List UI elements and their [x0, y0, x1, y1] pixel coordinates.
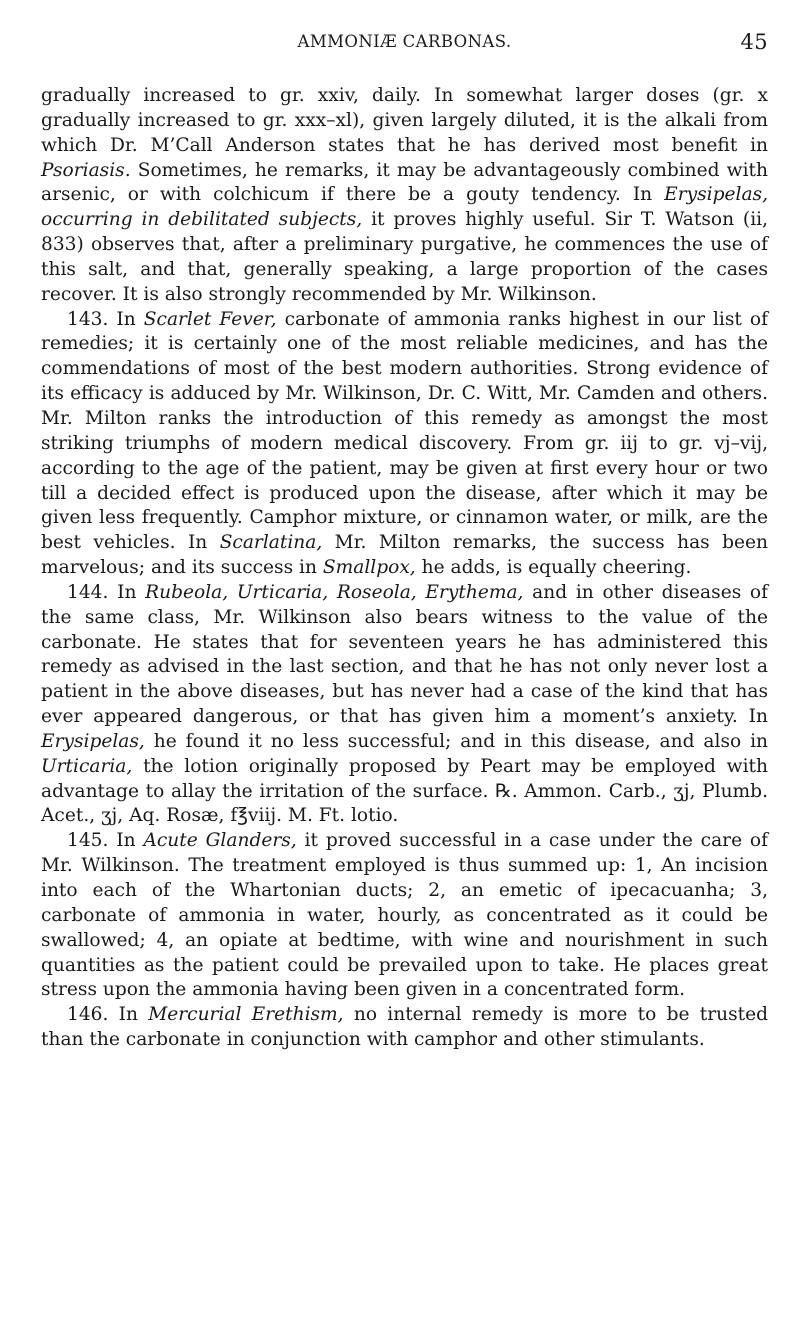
italic-run: Rubeola, Urticaria, Roseola, Erythema,	[145, 581, 524, 603]
text-run: Mr. Milton remarks, the success has been marvelous; and its success in	[41, 532, 769, 579]
text-run: carbonate of ammonia ranks highest in our list of remedies; it is certainly one of the most reliable medicines, and has the commendations of most of the best modern authorities. Strong evidence of its efficacy is adduced by Mr. Wilkinson, Dr. C. Witt, Mr. Camden and others. Mr. Milton ranks the introduction of this remedy as amongst the most striking triumphs of modern medical discovery. From gr. iij to gr. vj–vij, according to the age of the patient, may be given at first every hour or two till a decided effect is produced upon the disease, after which it may be given less frequently. Camphor mixture, or cinnamon water, or milk, are the best vehicles. In	[41, 308, 769, 554]
italic-run: Erysipelas, occurring in debilitated subjects,	[41, 184, 768, 231]
text-run: it proved successful in a case under the care of Mr. Wilkinson. The treatment employed is thus summed up: 1, An incision into each of the Whartonian ducts; 2, an emetic of ipecacuanha; 3, carbonate of ammonia in water, hourly, as concentrated as it could be swallowed; 4, an opiate at bedtime, with wine and nourishment in such quantities as the patient could be prevailed upon to take. He places great stress upon the ammonia having been given in a concentrated form.	[41, 830, 769, 1001]
paragraph-145	[41, 829, 768, 1003]
text-run: 144. In	[67, 581, 146, 603]
text-run: 146. In	[67, 1004, 149, 1026]
book-page	[41, 30, 768, 1053]
text-run: he adds, is equally cheering.	[415, 557, 692, 579]
italic-run: Mercurial Erethism,	[148, 1004, 344, 1026]
italic-run: Smallpox,	[322, 557, 416, 579]
paragraph-144	[41, 581, 768, 829]
text-run: the lotion originally proposed by Peart may be employed with advantage to allay the irritation of the surface. ℞. Ammon. Carb., ʒj, Plumb. Acet., ʒj, Aq. Rosæ, f℥viij. M. Ft. lotio.	[41, 755, 768, 827]
text-run: 143. In	[67, 308, 144, 330]
text-run: . Sometimes, he remarks, it may be advantageously combined with arsenic, or with colchicum if there be a gouty tendency. In	[41, 159, 768, 206]
italic-run: Scarlet Fever,	[143, 308, 277, 330]
italic-run: Psoriasis	[41, 159, 125, 181]
italic-run: Acute Glanders,	[143, 830, 297, 852]
body-text	[41, 84, 768, 1053]
running-head	[41, 30, 768, 60]
text-run: 145. In	[67, 830, 144, 852]
text-run: no internal remedy is more to be trusted than the carbonate in conjunction with camphor and other stimulants.	[41, 1004, 769, 1051]
text-run: it proves highly useful. Sir T. Watson (ii, 833) observes that, after a preliminary purgative, he commences the use of this salt, and that, generally speaking, a large proportion of the cases recover. It is also strongly recommended by Mr. Wilkinson.	[41, 209, 768, 305]
page-number: 45	[740, 30, 768, 54]
text-run: he found it no less successful; and in this disease, and also in	[144, 730, 768, 752]
italic-run: Erysipelas,	[41, 730, 145, 752]
text-run: gradually increased to gr. xxiv, daily. In somewhat larger doses (gr. x gradually increased to gr. xxx–xl), given largely diluted, it is the alkali from which Dr. M’Call Anderson states that he has derived most benefit in	[41, 85, 768, 156]
italic-run: Scarlatina,	[219, 532, 323, 554]
text-run: and in other diseases of the same class, Mr. Wilkinson also bears witness to the value of the carbonate. He states that for seventeen years he has administered this remedy as advised in the last section, and that he has not only never lost a patient in the above diseases, but has never had a case of the kind that has ever appeared dangerous, or that has given him a moment’s anxiety. In	[41, 581, 769, 728]
paragraph-146	[41, 1003, 768, 1053]
paragraph-143	[41, 308, 768, 581]
paragraph-continued	[41, 84, 768, 308]
italic-run: Urticaria,	[41, 755, 133, 777]
running-title: AMMONIÆ CARBONAS.	[297, 32, 512, 51]
